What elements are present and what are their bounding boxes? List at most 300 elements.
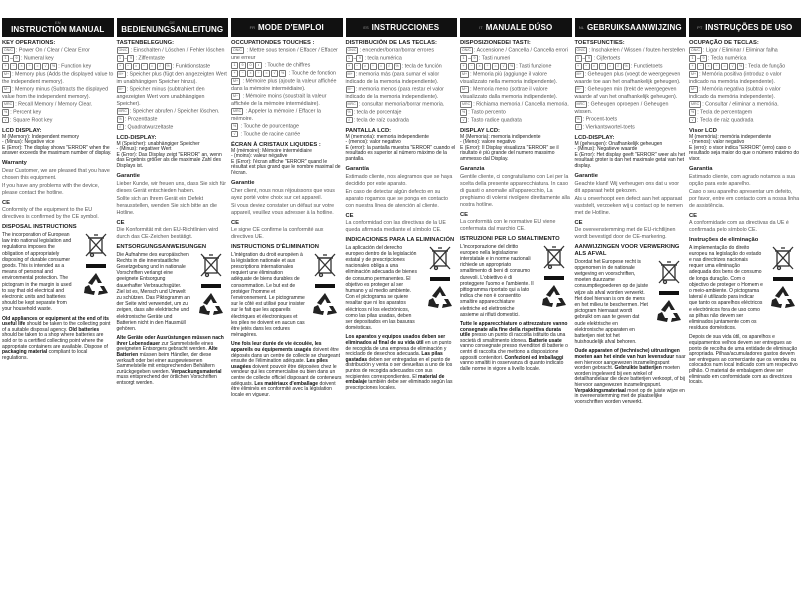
manual-column-fr [231, 18, 343, 405]
warranty-text: Dear Customer, we are pleased that you have chosen this equipment. [2, 168, 110, 181]
calculator-key-icon: MRC [118, 109, 127, 114]
calculator-key-icon: − [10, 63, 17, 70]
column-title: MANUALE DÚSO [485, 23, 553, 32]
language-code: IT [479, 24, 483, 30]
key-description: : Touche de chiffres [263, 62, 311, 69]
ce-heading: CE [574, 219, 583, 226]
language-code: PT [697, 24, 703, 30]
calculator-key-icon: √ [42, 63, 49, 70]
warranty-heading: Garantia [689, 165, 713, 172]
lcd-line: E (error): la pantalla muestra "ERROR" cuando el resultado es superior al número máximo de la pantalla. [345, 144, 456, 162]
calculator-key-icon: = [149, 63, 156, 70]
bold-phrase: Alte Geräte oder Ausrüstungen müssen nach ihrer Lebensdauer [116, 335, 224, 347]
disposal-heading: INDICACIONES PARA LA ELIMINACIÓN [345, 236, 455, 243]
key-description: : Percent key [10, 109, 42, 116]
calculator-key-icon: ÷ [26, 63, 33, 70]
lcd-line: E (Error): Il Display visualizza "ERROR" se il risultato è più grande del numero massimo ammesso dal Display. [460, 144, 559, 162]
calculator-key-icon: 1 [689, 55, 696, 62]
calculator-key-icon: 9 [356, 55, 363, 62]
ce-heading: CE [345, 212, 354, 219]
calculator-key-icon: M+ [691, 72, 697, 77]
calculator-key-icon: % [691, 110, 695, 115]
key-description: : Function key [58, 63, 92, 70]
calculator-key-icon: 0 [247, 62, 254, 69]
column-title: INSTRUCTION MANUAL [11, 25, 105, 34]
ce-text: Conformity of the equipment to the EU directives is confirmed by the CE symbol. [2, 207, 99, 220]
calculator-key-icon: MRC [576, 102, 585, 107]
key-description: : Power On / Clear / Clear Error [15, 47, 90, 54]
key-item [2, 101, 114, 109]
text-segment: moet op de juiste wijze en in overeenstemming met de plaatselijke voorschriften worden verwerkt. [574, 387, 685, 405]
key-item [117, 86, 229, 108]
warranty-text: Als u onverhoopt een defect aan het apparaat vaststelt, verzoeken wij u contact op te nemen met de Hotline. [574, 195, 683, 216]
key-item [117, 116, 229, 124]
lcd-line: E (Error): The display shows "ERROR" when the answer exceeds the maximum number of display. [2, 144, 112, 157]
black-bar-icon [659, 291, 679, 295]
lcd-heading: LCD DISPLAY: [2, 127, 42, 134]
column-header [2, 18, 114, 37]
text-segment: compliant to local regulations. [2, 349, 88, 361]
calculator-key-icon: √ [231, 131, 238, 138]
disposal-block [117, 252, 229, 333]
calculator-key-icon: √ [575, 124, 582, 131]
calculator-key-icon: M+ [118, 72, 124, 77]
calculator-key-icon: ÷ [713, 63, 720, 70]
black-bar-icon [315, 284, 335, 288]
key-description: : Appeler la mémoire / Effacer la mémoire. [231, 108, 321, 122]
calculator-key-icon: √ [386, 63, 393, 70]
calculator-key-icon: 9 [471, 55, 478, 62]
text-segment: naar een hiervoor aangewezen inzamelingspunt worden gebracht. [574, 354, 686, 372]
lcd-line: - (Minus): Negative vice [2, 139, 55, 146]
calculator-key-icon: × [476, 63, 483, 70]
warranty-heading: Garantie [574, 172, 599, 179]
key-item [117, 63, 229, 71]
disposal-icons [79, 232, 113, 313]
calculator-key-icon: × [591, 63, 598, 70]
bold-phrase: Verpakkingsmateriaal [574, 387, 626, 394]
lcd-line: - (menos): valor negativo [345, 139, 401, 146]
bold-phrase: Gebruikte batterijen [614, 365, 662, 372]
key-item [575, 101, 687, 116]
calculator-key-icon: 9 [700, 55, 707, 62]
ce-text: La conformità con le normative EU viene confermata dal marchio CE. [460, 218, 556, 232]
key-description: : Memory plus (Adds the displayed value to the independent memory). [2, 71, 114, 85]
bold-phrase: Verpackungsmaterial [171, 368, 222, 375]
keys-heading: KEY OPERATIONS: [2, 40, 56, 46]
text-segment: vanno smaltiti in osservanza di quanto indicato dalle norme in vigore a livello locale. [460, 360, 564, 372]
key-description: : Memória negativa (subtrai o valor indicado da memória independente). [689, 86, 781, 100]
text-segment: should be taken to the collecting point of a suitable disposal agency. [2, 321, 111, 333]
key-description: : tecla de raíz cuadrada [353, 117, 409, 124]
calculator-key-icon: 9 [127, 55, 134, 62]
calculator-key-icon: ÷ [255, 70, 262, 77]
column-header [689, 18, 801, 37]
lcd-line: - (Minus): negativer Wert [116, 146, 172, 153]
lcd-line: - (moins): valeur négative [231, 153, 288, 160]
lcd-heading: Visor LCD [689, 127, 717, 134]
warranty-text: Geachte klant! Wij verheugen ons dat u voor dit apparaat hebt gekozen. [574, 180, 680, 194]
key-item [689, 117, 801, 125]
bold-phrase: Une fois leur durée de vie écoulée, les appareils ou équipements usagés [231, 341, 322, 354]
final-disposal-text [346, 335, 458, 391]
calculator-key-icon: % [739, 64, 743, 69]
key-item [231, 123, 343, 131]
calculator-key-icon: − [239, 70, 246, 77]
key-item [689, 71, 801, 86]
key-description: : Tecla de raiz quadrada [697, 117, 754, 124]
disposal-heading: AANWIJZINGEN VOOR VERWERKING ALS AFVAL [574, 243, 680, 257]
crossed-bin-icon [542, 244, 566, 273]
manual-column-it [460, 18, 572, 405]
calculator-key-icon: √ [271, 70, 278, 77]
calculator-key-icon: % [233, 124, 237, 129]
calculator-key-icon: + [2, 63, 9, 70]
key-description: : memoria menos (para restar el valor indicado de la memoria independiente). [345, 86, 444, 100]
calculator-key-icon: + [460, 63, 467, 70]
lcd-heading: ÉCRAN À CRISTAUX LIQUIDES : [231, 141, 321, 148]
text-segment: doivent être déposés dans un centre de collecte se chargeant ensuite de l'élimination adéquate. [231, 347, 340, 365]
calculator-key-icon: ON/C [118, 48, 128, 53]
key-item [575, 86, 687, 101]
calculator-key-icon: × [362, 63, 369, 70]
calculator-key-icon: % [166, 64, 170, 69]
key-item [231, 62, 343, 70]
calculator-key-icon: ÷ [370, 63, 377, 70]
warranty-heading: Garantía [345, 165, 370, 172]
keys-heading: DISPOSIZIONEDEI TASTI: [460, 40, 531, 46]
calculator-key-icon: MRC [462, 102, 471, 107]
lcd-line: M (mémoire): Mémoire intermédiaire [231, 147, 312, 154]
lcd-line: M (geheugen): Onafhankelijk geheugen [574, 140, 663, 147]
calculator-key-icon: ON/C [576, 48, 586, 53]
black-bar-icon [201, 284, 221, 288]
key-description: : Zifferntaste [135, 55, 165, 62]
bold-phrase: Old batteries [68, 326, 100, 333]
key-description: : Mémoire moins (soustrait la valeur affichée de la mémoire intermédiaire). [231, 93, 327, 107]
calculator-key-icon: 9 [585, 55, 592, 62]
final-disposal-text [2, 317, 114, 362]
key-description: : Quadratwurzeltaste [124, 124, 174, 131]
calculator-key-icon: √ [615, 63, 622, 70]
calculator-key-icon: + [346, 63, 353, 70]
calculator-key-icon: = [492, 63, 499, 70]
key-description: : Speicher abrufen / Speicher löschen. [129, 108, 220, 115]
key-description: : Mettre sous tension / Effacer / Effacer une erreur [231, 47, 338, 61]
key-description: : Tecla de função [745, 63, 786, 70]
key-item [231, 70, 343, 78]
calculator-key-icon: + [575, 63, 582, 70]
key-item [575, 55, 687, 63]
key-item [346, 86, 458, 101]
text-segment: presso un punto di raccolta istituito da una società di smaltimento idonea. [460, 332, 566, 344]
key-item [575, 63, 687, 71]
calculator-key-icon: = [34, 63, 41, 70]
disposal-text: A implementação do direito europeu na legislação do estado e nas directrizes nacionais requer uma eliminação adequada dos bens de consumo de longa duração. Com o objectivo de proteger o Homem e o meio-ambiente. O pictograma lateral é utilizado para indicar que tanto os aparelhos eléctricos e electrónicos fora de uso como as pilhas não devem ser eliminados juntamente com os resíduos domésticos. [689, 244, 763, 332]
calculator-key-icon: % [52, 64, 56, 69]
column-header [460, 18, 572, 37]
ce-text: Le signe CE confirme la conformité aux directives UE. [231, 226, 324, 240]
calculator-key-icon: • [255, 62, 262, 69]
range-dash: – [10, 55, 13, 62]
ce-text: A conformidade com as directivas da UE é confirmada pelo símbolo CE. [689, 219, 789, 233]
warranty-heading: Warranty [2, 160, 27, 166]
calculator-key-icon: M− [691, 87, 697, 92]
key-item [117, 108, 229, 116]
key-item [346, 101, 458, 109]
key-item [2, 47, 114, 55]
lcd-line: M (Speicher): unabhängiger Speicher [116, 140, 200, 147]
disposal-block [460, 244, 572, 318]
calculator-key-icon: 9 [13, 55, 20, 62]
calculator-key-icon: % [347, 110, 351, 115]
warranty-text: Sollte sich an Ihrem Gerät ein Defekt herausstellen, wenden Sie sich bitte an die Hotline. [116, 195, 217, 216]
final-disposal-text [575, 349, 687, 405]
ce-heading: CE [2, 200, 11, 206]
key-description: : Richiama memoria / Cancella memoria. [473, 101, 569, 108]
crossed-bin-icon [199, 252, 223, 281]
calculator-key-icon: MRC [233, 109, 242, 114]
bold-phrase: Alte Batterien [116, 346, 218, 359]
key-item [460, 47, 572, 55]
manual-page [2, 18, 801, 405]
calculator-key-icon: M+ [576, 72, 582, 77]
text-segment: vanno consegnate presso rivenditori di batterie o centri di raccolta che mettono a disposizione appositi contenitori. [460, 343, 568, 361]
key-item [346, 117, 458, 125]
key-item [689, 63, 801, 71]
warranty-text: Caso o seu aparelho apresentar um defeito, por favor, entre em contacto com a nossa linha de assistência. [689, 188, 800, 209]
key-item [346, 63, 458, 71]
bold-phrase: Batterie usate [528, 337, 562, 344]
manual-column-nl [575, 18, 687, 405]
keys-heading: TASTENBELEGUNG: [116, 40, 175, 46]
ce-text: Die Konformität mit den EU-Richtlinien wird durch das CE-Zeichen bestätigt. [116, 226, 219, 240]
final-disposal-text [117, 336, 229, 386]
disposal-icons [308, 252, 342, 339]
key-item [117, 124, 229, 132]
calculator-key-icon: M− [233, 94, 239, 99]
ce-heading: CE [231, 219, 240, 226]
key-description: : Square Root key [10, 117, 53, 124]
disposal-block [231, 252, 343, 339]
key-item [460, 63, 572, 71]
calculator-key-icon: − [697, 63, 704, 70]
disposal-heading: INSTRUCTIONS D'ÉLIMINATION [231, 243, 319, 250]
bold-phrase: Tutte le apparecchiature o attrezzature vanno consegnate alla fine della rispettiva durata utile [460, 321, 568, 339]
crossed-bin-icon [657, 259, 681, 288]
disposal-text: Die Aufnahme des europäischen Rechts in die innerstaatliche Gesetzgebung und in nationale Vorschriften verlangt eine geeignete Entsorgung dauerhafter Verbrauchsgüter. Ziel ist es, Mensch und Umwelt zu schützen. Das Piktogramm an der Seite wird verwendet, um zu zeigen, dass alte elektrische und elektronische Geräte und Batterien nicht in den Hausmüll gehören. [116, 251, 190, 333]
calculator-key-icon: M− [576, 87, 582, 92]
key-description: : Inschakelen / Wissen / fouten herstellen [588, 47, 686, 54]
lcd-heading: DISPLAY LCD: [460, 127, 500, 134]
language-code: EN [54, 20, 61, 25]
text-segment: doivent être éliminés en conformité avec la législation locale en vigueur. [231, 380, 336, 398]
column-header [575, 18, 687, 37]
calculator-key-icon: = [263, 70, 270, 77]
key-description: : Speicher plus (fügt den angezeigten Wert im unabhängigen Speicher hinzu). [116, 71, 227, 85]
calculator-key-icon: = [378, 63, 385, 70]
bold-phrase: Las pilas gastadas [345, 351, 443, 363]
key-description: : tecla de función [401, 63, 442, 70]
column-title: BEDIENUNGSANLEITUNG [121, 25, 224, 34]
calculator-key-icon: 1 [346, 55, 353, 62]
range-dash: – [582, 55, 586, 62]
calculator-key-icon: MRC [4, 102, 13, 107]
calculator-key-icon: ON/C [233, 48, 242, 53]
disposal-block [2, 232, 114, 313]
calculator-key-icon: × [18, 63, 25, 70]
key-item [117, 47, 229, 55]
calculator-key-icon: × [247, 70, 254, 77]
key-description: : Prozenttaste [124, 116, 158, 123]
key-item [231, 93, 343, 108]
manual-column-pt [689, 18, 801, 405]
calculator-key-icon: + [231, 70, 238, 77]
crossed-bin-icon [771, 245, 795, 274]
calculator-key-icon: M+ [347, 72, 353, 77]
calculator-key-icon: √ [346, 117, 353, 124]
key-item [575, 124, 687, 132]
key-item [231, 47, 343, 62]
key-description: : Geheugen oproepen / Geheugen wissen. [574, 101, 669, 115]
key-item [2, 117, 114, 125]
disposal-text: The incorporation of European law into national legislation and regulations imposes the obligation of appropriately disposing of durable consumer goods. This is intended as a means of personal and environmental protection. The pictogram in the margin is used to say that old electrical and electronic units and batteries should be kept separate from your household waste. [2, 232, 72, 313]
key-item [460, 109, 572, 117]
disposal-block [575, 259, 687, 346]
text-segment: Depois de sua vida útil, os aparelhos e equipamentos velhos devem ser entregues ao ponto de recolha de uma entidade de eliminação apropriada. Pilhas/acumuladores gastos devem ser entregues ao comerciante que os vendeu ou colocados num local indicado com um respectivo pilhão. O material de embalagem deve ser eliminado em conformidade com as directrizes locais. [689, 334, 798, 386]
range-dash: – [124, 55, 128, 62]
lcd-heading: PANTALLA LCD: [345, 127, 392, 134]
key-description: : Tecla numérica [707, 55, 747, 62]
calculator-key-icon: − [583, 63, 590, 70]
warranty-text: Estimado cliente, nos alegramos que se haya decidido por este aparato. [345, 173, 453, 187]
text-segment: deben ser entregadas en el punto de distribución y venta o ser devueltas a uno de los puntos de recogida adecuados con sus recipientes correspondientes. El [345, 356, 453, 380]
calculator-key-icon: 9 [239, 62, 246, 69]
key-item [689, 109, 801, 117]
lcd-line: E (Error): Het display geeft "ERROR" weer als het resultaat groter is dan het maximale getal van het display. [574, 151, 686, 169]
key-description: : Accensione / Cancella / Cancella errori [473, 47, 568, 54]
calculator-key-icon: M− [462, 87, 468, 92]
calculator-key-icon: MRC [347, 102, 356, 107]
key-item [117, 71, 229, 86]
bold-phrase: Old appliances or equipment at the end of its useful life [2, 315, 109, 328]
recycle-icon [540, 283, 568, 312]
key-description: : tecla numérica [364, 55, 402, 62]
key-description: : Cijfertoets [593, 55, 621, 62]
key-item [2, 71, 114, 86]
recycle-icon [426, 284, 454, 313]
column-header [231, 18, 343, 37]
calculator-key-icon: 1 [117, 55, 124, 62]
calculator-key-icon: ON/C [462, 48, 471, 53]
key-description: : Touche de racine carrée [239, 131, 301, 138]
manual-column-en [2, 18, 114, 405]
calculator-key-icon: % [118, 117, 122, 122]
recycle-icon [769, 284, 797, 313]
keys-heading: OCUPAÇÃO DE TECLAS: [689, 40, 759, 46]
key-description: : Recall Memory / Memory Clear. [15, 101, 93, 108]
calculator-key-icon: + [117, 63, 124, 70]
key-item [575, 71, 687, 86]
keys-heading: DISTRIBUCIÓN DE LAS TECLAS: [345, 40, 437, 46]
disposal-icons [537, 244, 571, 318]
text-segment: moeten worden ingeleverd bij een winkel of detailhandelaar die deze batterijen verkoopt, of bij hiervoor aangewezen inzamelingspunt. [574, 365, 685, 388]
calculator-key-icon: ÷ [141, 63, 148, 70]
crossed-bin-icon [313, 252, 337, 281]
key-item [2, 55, 114, 63]
crossed-bin-icon [84, 232, 108, 261]
warranty-text: Estimado cliente, com agrado notamos a sua opção para este aparelho. [689, 173, 795, 187]
lcd-line: - (Meno): valore negativo [460, 139, 516, 146]
key-description: : Ligar / Eliminar / Eliminar falha [702, 47, 778, 54]
key-item [689, 47, 801, 55]
warranty-text: En caso de detectar algún defecto en su aparato rogamos que se ponga en contacto con nuestra línea de atención al cliente. [345, 188, 448, 209]
disposal-text: L'intégration du droit européen à la législation nationale et aux prescriptions internationales requiert une élimination adéquate de biens durables de consommation. Le but est de protéger l'homme et l'environnement. Le pictogramme sur le côté est utilisé pour insister sur le fait que les appareils électriques et électroniques et les piles ne doivent en aucun cas être jetés dans les ordures ménagères. [231, 251, 305, 339]
key-item [689, 86, 801, 101]
lcd-line: E (erro): o visor indica "ERROR" (erro) caso o resultado seja maior do que o número máximo do visor. [689, 144, 800, 162]
ce-heading: CE [460, 211, 469, 218]
disposal-heading: DISPOSAL INSTRUCTIONS [2, 224, 77, 230]
key-description: : Consultar / eliminar a memória. [702, 101, 779, 108]
calculator-key-icon: ON/C [691, 48, 700, 53]
key-description: : Einschalten / Löschen / Fehler löschen [130, 47, 225, 54]
ce-text: La conformidad con las directivas de la UE queda afirmada mediante el símbolo CE. [345, 219, 446, 233]
key-item [231, 131, 343, 139]
calculator-key-icon: ÷ [599, 63, 606, 70]
warranty-text: Gentile cliente, ci congratuliamo con Lei per la scelta della presente apparecchiatura. In caso di guasti o anomalie all'apparecchio, La preghiamo di volersi rivolgere direttamente alla nostra hotline. [460, 173, 570, 208]
text-segment: doivent pouvoir être déposées chez le vendeur qui les commercialise ou bien dans un centre de collecte officiel disposant de conteneurs adéquats. [231, 363, 342, 387]
key-description: : Tasto percento [468, 109, 506, 116]
warranty-heading: Garantie [231, 179, 255, 186]
calculator-key-icon: = [721, 63, 728, 70]
calculator-key-icon: √ [2, 117, 9, 124]
ce-heading: CE [689, 212, 698, 219]
disposal-text: Doordat het Europese recht is opgenomen in de nationale wetgeving en voorschriften, moeten duurzame consumptiegoederen op de juiste wijze als afval worden verwerkt. Het doel hiervan is om de mens en het milieu te beschermen. Het pictogram hiernaast wordt gebruikt om aan te geven dat oude elektrische en elektronische apparaten en batterijen niet tot het huishoudelijk afval behoren. [574, 258, 649, 346]
disposal-icons [423, 245, 457, 332]
range-dash: – [468, 55, 471, 62]
calculator-key-icon: % [395, 64, 399, 69]
key-description: : Tasti numeri [478, 55, 511, 62]
calculator-key-icon: % [624, 64, 628, 69]
warranty-heading: Garanzia [460, 165, 485, 172]
key-item [117, 55, 229, 63]
key-item [346, 47, 458, 55]
calculator-key-icon: − [354, 63, 361, 70]
recycle-icon [311, 291, 339, 320]
lcd-heading: LCD-DISPLAY: [116, 134, 157, 141]
key-description: : Tasti funzione [516, 63, 552, 70]
lcd-line: E (Error): Das Display zeigt "ERROR" an, wenn das Ergebnis größer als die maximale Zahl des Displays ist. [116, 151, 222, 169]
warranty-heading: Garantie [116, 172, 141, 179]
lcd-line: E (Error): l'écran affiche "ERROR" quand le résultat est plus grand que le nombre maximal de l'écran. [231, 158, 341, 176]
recycle-icon [655, 298, 683, 327]
key-description: : Tecla de percentagem [697, 109, 753, 116]
calculator-key-icon: − [468, 63, 475, 70]
final-disposal-text [689, 335, 801, 385]
calculator-key-icon: MRC [691, 102, 700, 107]
calculator-key-icon: √ [117, 124, 124, 131]
language-code: DE [169, 20, 176, 25]
calculator-key-icon: M+ [4, 72, 10, 77]
key-item [2, 86, 114, 101]
key-description: : Procent-toets [582, 116, 618, 123]
lcd-line: M (memoria): memoria independiente [345, 133, 429, 140]
key-item [2, 109, 114, 117]
lcd-line: - (menos): valor negativo [689, 139, 745, 146]
key-description: : Touche de pourcentage [239, 123, 299, 130]
disposal-icons [766, 245, 800, 332]
key-description: : Vierkantswortel-toets [582, 124, 635, 131]
